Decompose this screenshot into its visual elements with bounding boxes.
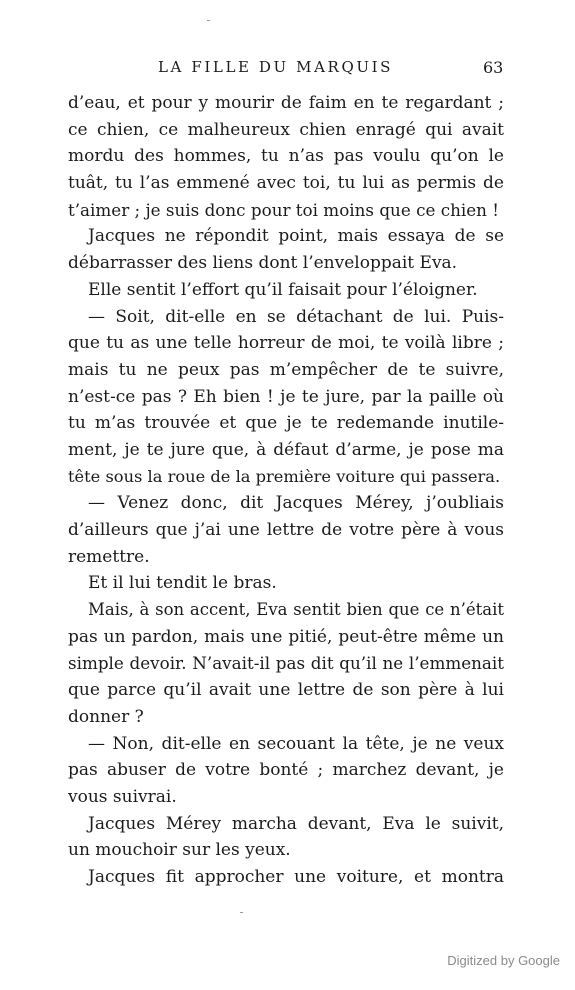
running-head: [0, 58, 575, 82]
text-line: Jacques ne répondit point, mais essaya de se: [88, 226, 504, 247]
text-line: — Non, dit-elle en secouant la tête, je ne veux: [88, 733, 504, 754]
body-text: [68, 90, 504, 891]
text-line: que tu as une telle horreur de moi, te voilà libre ;: [68, 333, 504, 354]
text-line: mordu des hommes, tu n’as pas voulu qu’on le: [68, 146, 504, 167]
text-line: Et il lui tendit le bras.: [88, 573, 277, 594]
text-line: Jacques Mérey marcha devant, Eva le suivit,: [88, 813, 504, 834]
page-number: 63: [483, 58, 504, 77]
text-line: — Venez donc, dit Jacques Mérey, j’oubliais: [88, 493, 504, 514]
text-line: t’aimer ; je suis donc pour toi moins que ce chien !: [68, 199, 499, 220]
text-line: ce chien, ce malheureux chien enragé qui avait: [68, 119, 504, 140]
text-line: — Soit, dit-elle en se détachant de lui. Puis-: [88, 306, 504, 327]
text-line: Elle sentit l’effort qu’il faisait pour l’éloigner.: [88, 279, 478, 300]
text-line: tuât, tu l’as emmené avec toi, tu lui as permis de: [68, 173, 504, 194]
text-line: débarrasser des liens dont l’enveloppait Eva.: [68, 253, 458, 274]
text-line: tête sous la roue de la première voiture qui passera.: [68, 466, 501, 486]
text-line: vous suivrai.: [68, 786, 177, 807]
text-line: Jacques fit approcher une voiture, et montra: [88, 866, 504, 887]
text-line: n’est-ce pas ? Eh bien ! je te jure, par la paille où: [68, 386, 504, 407]
text-line: Mais, à son accent, Eva sentit bien que ce n’était: [88, 600, 504, 620]
scan-speck: [240, 912, 243, 913]
scan-speck: [207, 20, 210, 21]
digitized-by-watermark: Digitized by Google: [447, 953, 560, 968]
text-line: que parce qu’il avait une lettre de son père à lui: [68, 680, 504, 701]
text-line: tu m’as trouvée et que je te redemande inutile-: [68, 413, 504, 434]
text-line: remettre.: [68, 546, 150, 567]
text-line: pas un pardon, mais une pitié, peut-être même un: [68, 626, 504, 647]
text-line: un mouchoir sur les yeux.: [68, 840, 291, 861]
text-line: donner ?: [68, 706, 144, 727]
text-line: d’ailleurs que j’ai une lettre de votre père à vous: [68, 520, 504, 540]
text-line: d’eau, et pour y mourir de faim en te regardant ;: [68, 93, 504, 113]
text-line: ment, je te jure que, à défaut d’arme, je pose ma: [68, 439, 504, 460]
text-line: simple devoir. N’avait-il pas dit qu’il ne l’emmenait: [68, 653, 504, 674]
running-title: LA FILLE DU MARQUIS: [158, 58, 393, 76]
text-line: mais tu ne peux pas m’empêcher de te suivre,: [68, 359, 504, 380]
text-line: pas abuser de votre bonté ; marchez devant, je: [68, 760, 504, 781]
